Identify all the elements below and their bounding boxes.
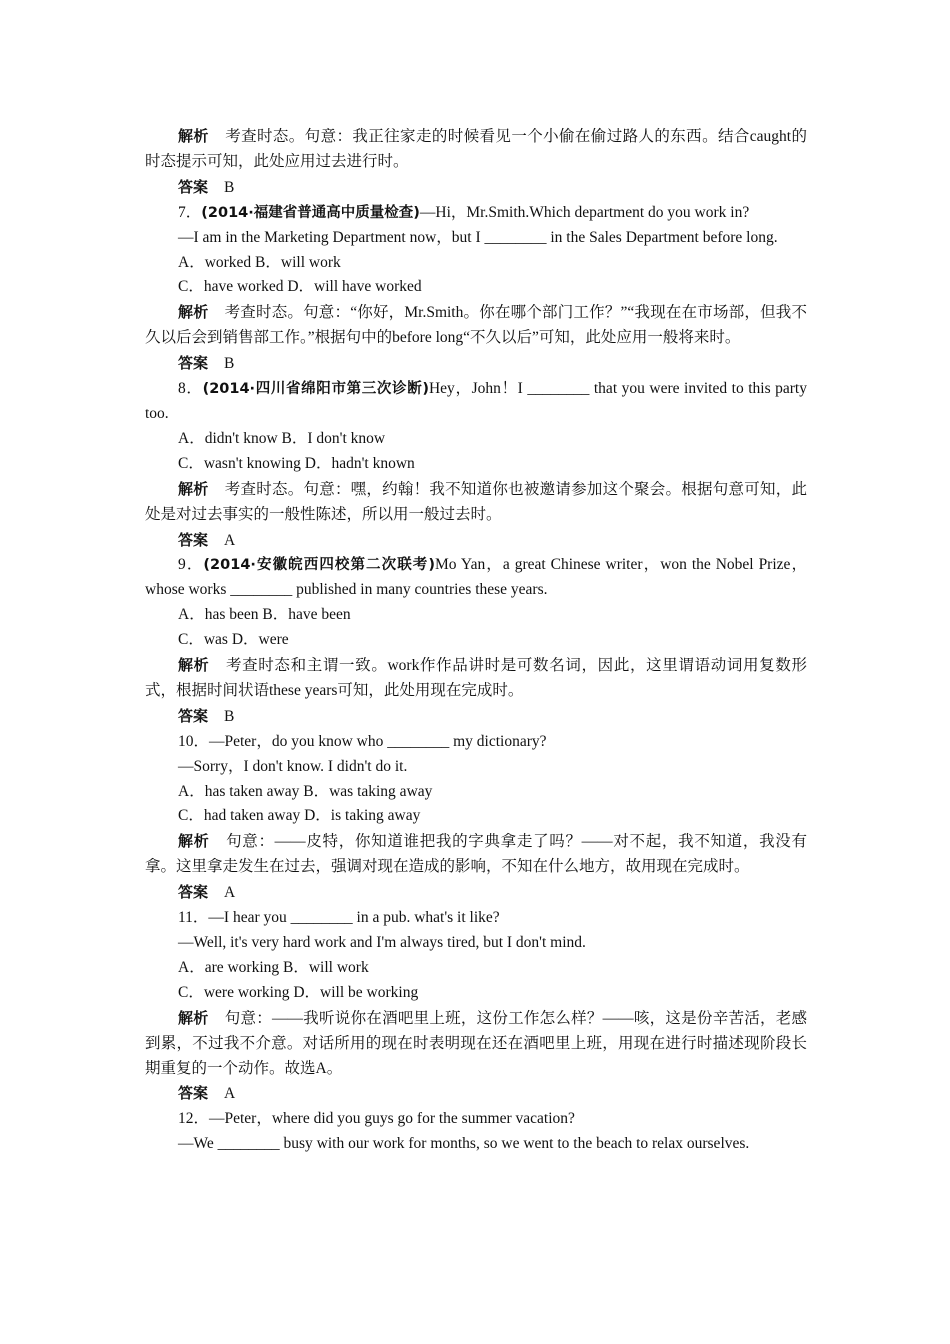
dialogue-line: —I am in the Marketing Department now，but I ________ in the Sales Department before long.	[178, 228, 778, 246]
answer-label: 答案	[178, 883, 209, 902]
analysis-label: 解析	[178, 303, 209, 322]
answer-value: B	[224, 178, 235, 196]
question-10: 10．—Peter，do you know who ________ my dictionary?	[178, 732, 547, 750]
options-line: C．were working D．will be working	[178, 983, 419, 1001]
document-body	[145, 124, 807, 1157]
question-8	[145, 377, 807, 427]
answer-line	[145, 880, 807, 906]
answer-value: A	[224, 1085, 236, 1103]
analysis-label: 解析	[178, 127, 209, 145]
answer-label: 答案	[178, 706, 209, 725]
analysis-paragraph	[145, 124, 807, 175]
answer-value: B	[224, 355, 235, 373]
analysis-paragraph	[145, 829, 807, 880]
answer-line	[145, 704, 807, 730]
dialogue-line: —We ________ busy with our work for months, so we went to the beach to relax ourselves.	[178, 1135, 750, 1153]
options-line: A．didn't know B．I don't know	[178, 429, 386, 447]
question-number: 9．	[178, 556, 204, 574]
analysis-paragraph	[145, 300, 807, 351]
answer-label: 答案	[178, 177, 209, 196]
analysis-label: 解析	[178, 1008, 209, 1027]
answer-label: 答案	[178, 530, 209, 549]
question-11: 11．—I hear you ________ in a pub. what's it like?	[178, 909, 500, 927]
answer-line	[145, 1081, 807, 1107]
question-text: —Hi，Mr.Smith.Which department do you work in?	[419, 203, 750, 221]
analysis-label: 解析	[178, 656, 210, 675]
question-number: 7．	[178, 203, 202, 221]
analysis-text: 考查时态。句意：我正往家走的时候看见一个小偷在偷过路人的东西。结合caught的时态提示可知，此处应用过去进行时。	[145, 128, 807, 170]
analysis-text: 句意：——皮特，你知道谁把我的字典拿走了吗？——对不起，我不知道，我没有拿。这里拿走发生在过去，强调对现在造成的影响，不知在什么地方，故用现在完成时。	[145, 833, 807, 876]
analysis-text: 考查时态。句意：“你好，Mr.Smith。你在哪个部门工作？”“我现在在市场部，但我不久以后会到销售部工作。”根据句中的before long“不久以后”可知，此处应用一般将来时。	[145, 304, 807, 347]
options-line: A．worked B．will work	[178, 253, 341, 271]
question-text: Hey，John！I ________ that you were invited to this party too.	[145, 380, 807, 422]
answer-value: A	[224, 531, 236, 549]
answer-line	[145, 351, 807, 377]
dialogue-line: —Well, it's very hard work and I'm always tired, but I don't mind.	[178, 934, 586, 951]
question-9	[145, 553, 807, 603]
question-text: Mo Yan，a great Chinese writer，won the Nobel Prize，whose works ________ published in many countries these years.	[145, 556, 807, 599]
analysis-paragraph	[145, 653, 807, 704]
answer-value: B	[224, 707, 235, 725]
dialogue-line: —Sorry，I don't know. I didn't do it.	[178, 757, 408, 775]
analysis-paragraph	[145, 477, 807, 528]
question-source: (2014·四川省绵阳市第三次诊断)	[202, 381, 429, 398]
options-line: C．have worked D．will have worked	[178, 278, 422, 296]
options-line: A．has been B．have been	[178, 606, 351, 624]
question-12: 12．—Peter，where did you guys go for the summer vacation?	[178, 1110, 575, 1128]
analysis-text: 考查时态和主谓一致。work作作品讲时是可数名词，因此，这里谓语动词用复数形式，根据时间状语these years可知，此处用现在完成时。	[145, 657, 807, 699]
question-source: (2014·福建省普通高中质量检查)	[201, 204, 420, 221]
question-source: (2014·安徽皖西四校第二次联考)	[203, 557, 436, 574]
question-number: 8．	[178, 380, 203, 398]
analysis-paragraph	[145, 1006, 807, 1082]
analysis-label: 解析	[178, 832, 210, 851]
analysis-text: 句意：——我听说你在酒吧里上班，这份工作怎么样？——咳，这是份辛苦活，老感到累，不过我不介意。对话所用的现在时表明现在还在酒吧里上班，用现在进行时描述现阶段长期重复的一个动作。故选A。	[145, 1009, 807, 1077]
answer-label: 答案	[178, 354, 209, 373]
options-line: C．wasn't knowing D．hadn't known	[178, 454, 415, 472]
answer-line	[145, 175, 807, 201]
options-line: C．was D．were	[178, 631, 289, 649]
answer-line	[145, 528, 807, 554]
options-line: C．had taken away D．is taking away	[178, 807, 421, 825]
analysis-text: 考查时态。句意：嘿，约翰！我不知道你也被邀请参加这个聚会。根据句意可知，此处是对过去事实的一般性陈述，所以用一般过去时。	[145, 480, 807, 523]
answer-label: 答案	[178, 1084, 209, 1103]
options-line: A．are working B．will work	[178, 958, 369, 976]
question-7	[145, 201, 807, 226]
analysis-label: 解析	[178, 479, 209, 498]
answer-value: A	[224, 884, 236, 902]
options-line: A．has taken away B．was taking away	[178, 782, 433, 800]
